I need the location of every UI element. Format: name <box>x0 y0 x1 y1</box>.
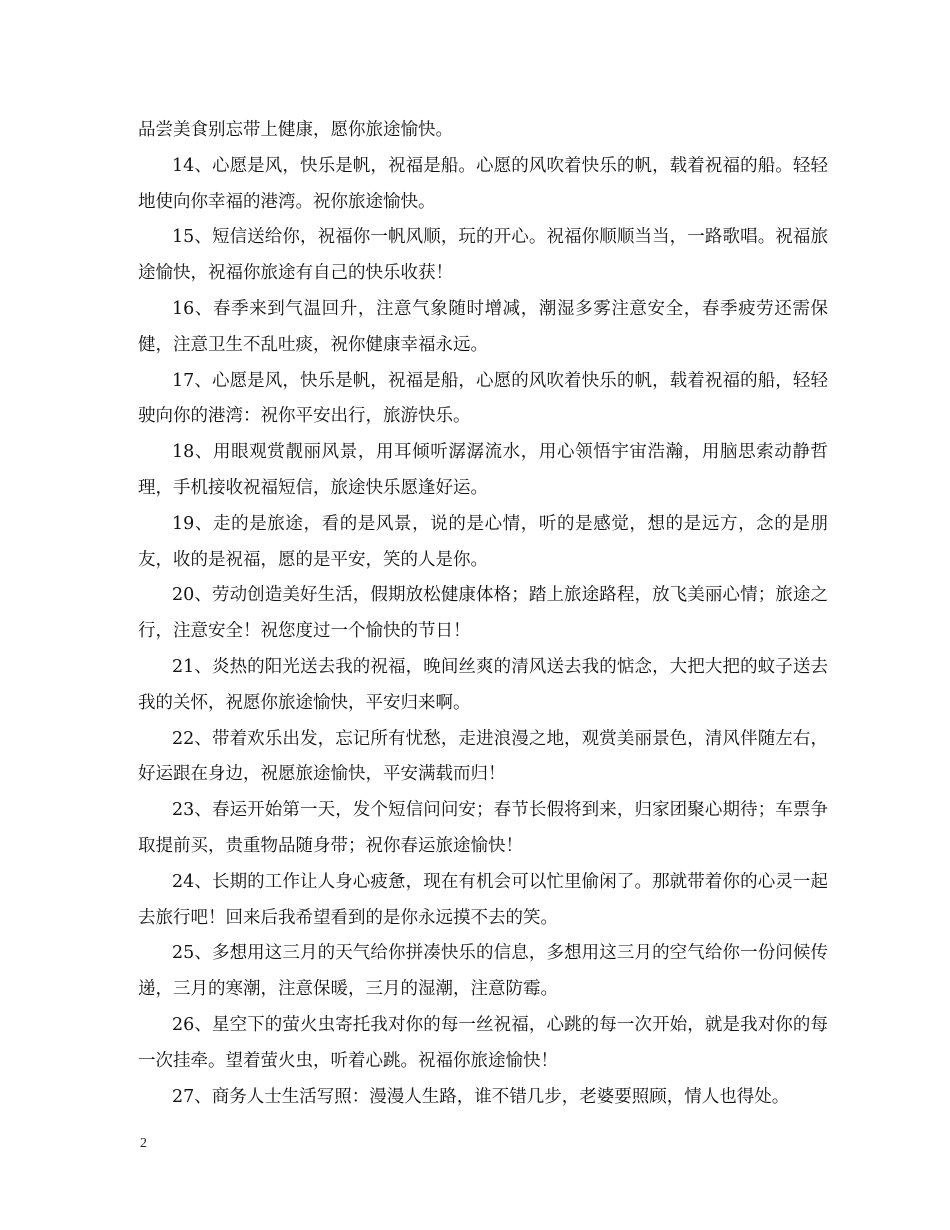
paragraph-25: 25、多想用这三月的天气给你拼凑快乐的信息，多想用这三月的空气给你一份问候传递，三月的寒潮，注意保暖，三月的湿潮，注意防霉。 <box>138 943 828 1000</box>
paragraph-17: 17、心愿是风，快乐是帆，祝福是船，心愿的风吹着快乐的帆，载着祝福的船，轻轻驶向你的港湾：祝你平安出行，旅游快乐。 <box>138 370 828 427</box>
paragraph-22: 22、带着欢乐出发，忘记所有忧愁，走进浪漫之地，观赏美丽景色，清风伴随左右，好运跟在身边，祝愿旅途愉快，平安满载而归！ <box>138 728 828 785</box>
paragraph-23: 23、春运开始第一天，发个短信问问安；春节长假将到来，归家团聚心期待；车票争取提前买，贵重物品随身带；祝你春运旅途愉快！ <box>138 800 828 856</box>
paragraph-15: 15、短信送给你，祝福你一帆风顺，玩的开心。祝福你顺顺当当，一路歌唱。祝福旅途愉快，祝福你旅途有自己的快乐收获！ <box>138 227 828 284</box>
paragraph-24: 24、长期的工作让人身心疲惫，现在有机会可以忙里偷闲了。那就带着你的心灵一起去旅行吧！回来后我希望看到的是你永远摸不去的笑。 <box>138 871 828 928</box>
paragraph-18: 18、用眼观赏靓丽风景，用耳倾听潺潺流水，用心领悟宇宙浩瀚，用脑思索动静哲理，手机接收祝福短信，旅途快乐愿逢好运。 <box>138 442 828 498</box>
paragraph-27: 27、商务人士生活写照：漫漫人生路，谁不错几步，老婆要照顾，情人也得处。 <box>172 1086 790 1107</box>
paragraph-14: 14、心愿是风，快乐是帆，祝福是船。心愿的风吹着快乐的帆，载着祝福的船。轻轻地使向你幸福的港湾。祝你旅途愉快。 <box>138 155 828 212</box>
paragraph-continued: 品尝美食别忘带上健康，愿你旅途愉快。 <box>138 120 453 140</box>
paragraph-16: 16、春季来到气温回升，注意气象随时增减，潮湿多雾注意安全，春季疲劳还需保健，注意卫生不乱吐痰，祝你健康幸福永远。 <box>138 298 828 355</box>
page-number: 2 <box>140 1136 147 1151</box>
paragraph-20: 20、劳动创造美好生活，假期放松健康体格；踏上旅途路程，放飞美丽心情；旅途之行，注意安全！祝您度过一个愉快的节日！ <box>138 585 828 642</box>
paragraph-26: 26、星空下的萤火虫寄托我对你的每一丝祝福，心跳的每一次开始，就是我对你的每一次挂牵。望着萤火虫，听着心跳。祝福你旅途愉快！ <box>138 1014 828 1071</box>
paragraph-21: 21、炎热的阳光送去我的祝福，晚间丝爽的清风送去我的惦念，大把大把的蚊子送去我的关怀，祝愿你旅途愉快，平安归来啊。 <box>138 656 828 713</box>
document-body <box>138 113 828 1115</box>
paragraph-19: 19、走的是旅途，看的是风景，说的是心情，听的是感觉，想的是远方，念的是朋友，收的是祝福，愿的是平安，笑的人是你。 <box>138 513 828 570</box>
